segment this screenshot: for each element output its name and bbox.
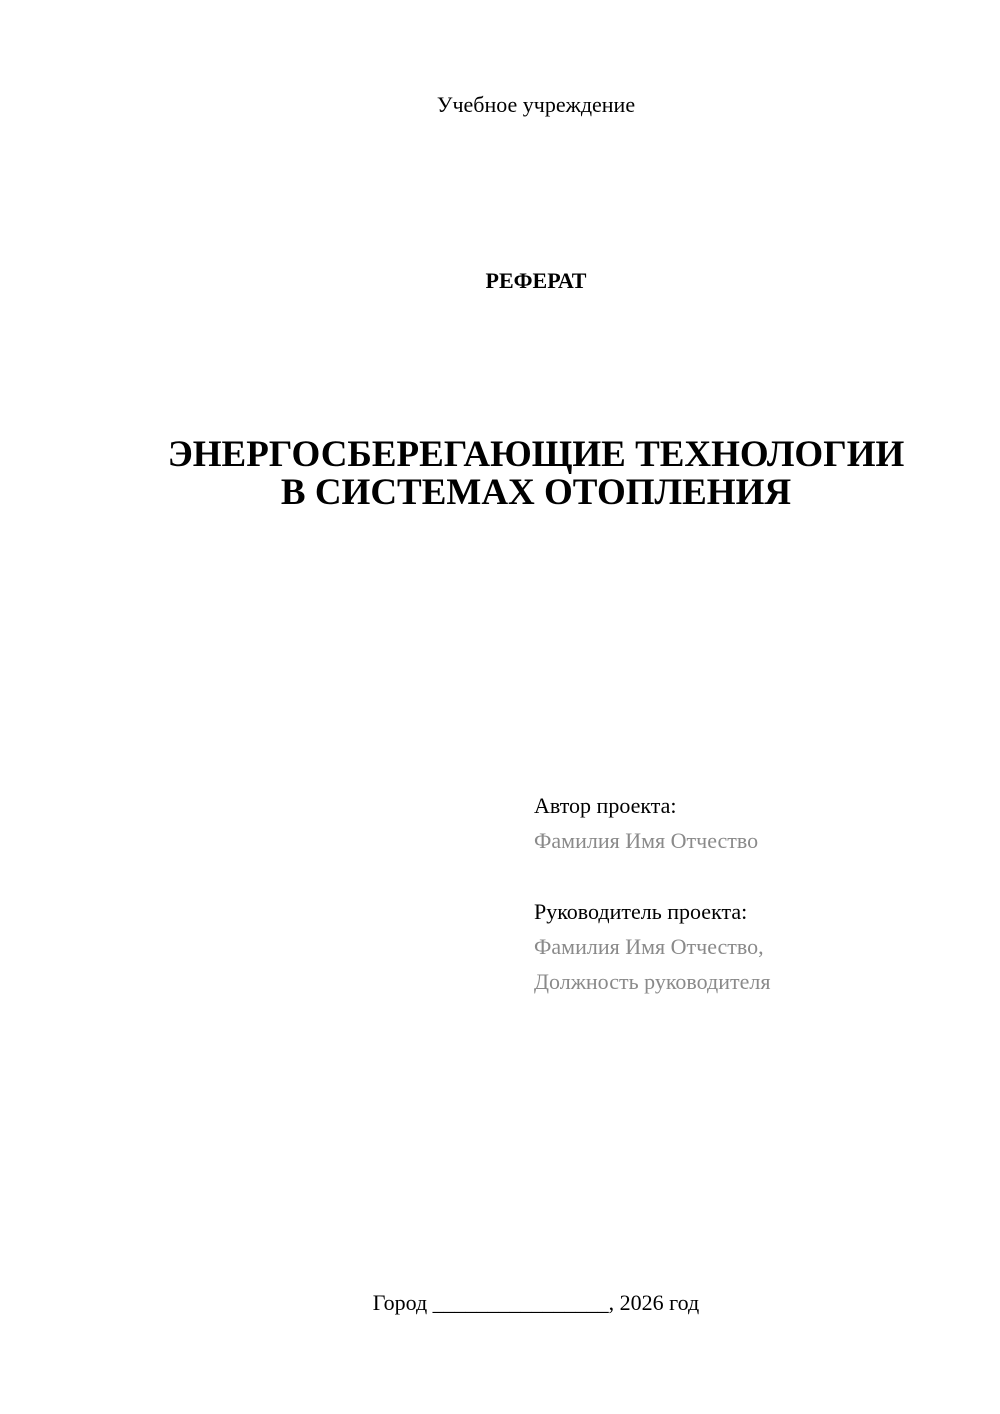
city-year-line: Город ________________, 2026 год bbox=[372, 1290, 700, 1315]
supervisor-label: Руководитель проекта: bbox=[534, 899, 748, 924]
supervisor-position: Должность руководителя bbox=[534, 969, 771, 994]
author-label: Автор проекта: bbox=[534, 793, 677, 818]
title-line: ЭНЕРГОСБЕРЕГАЮЩИЕ ТЕХНОЛОГИИ bbox=[167, 434, 905, 475]
author-name: Фамилия Имя Отчество bbox=[534, 828, 759, 853]
title-line: В СИСТЕМАХ ОТОПЛЕНИЯ bbox=[280, 472, 792, 513]
document-type: РЕФЕРАТ bbox=[485, 268, 587, 293]
document-title bbox=[0, 436, 1000, 512]
signature-block bbox=[534, 788, 954, 999]
supervisor-name: Фамилия Имя Отчество, bbox=[534, 934, 764, 959]
spacer bbox=[534, 858, 954, 894]
institution-name: Учебное учреждение bbox=[436, 92, 636, 117]
